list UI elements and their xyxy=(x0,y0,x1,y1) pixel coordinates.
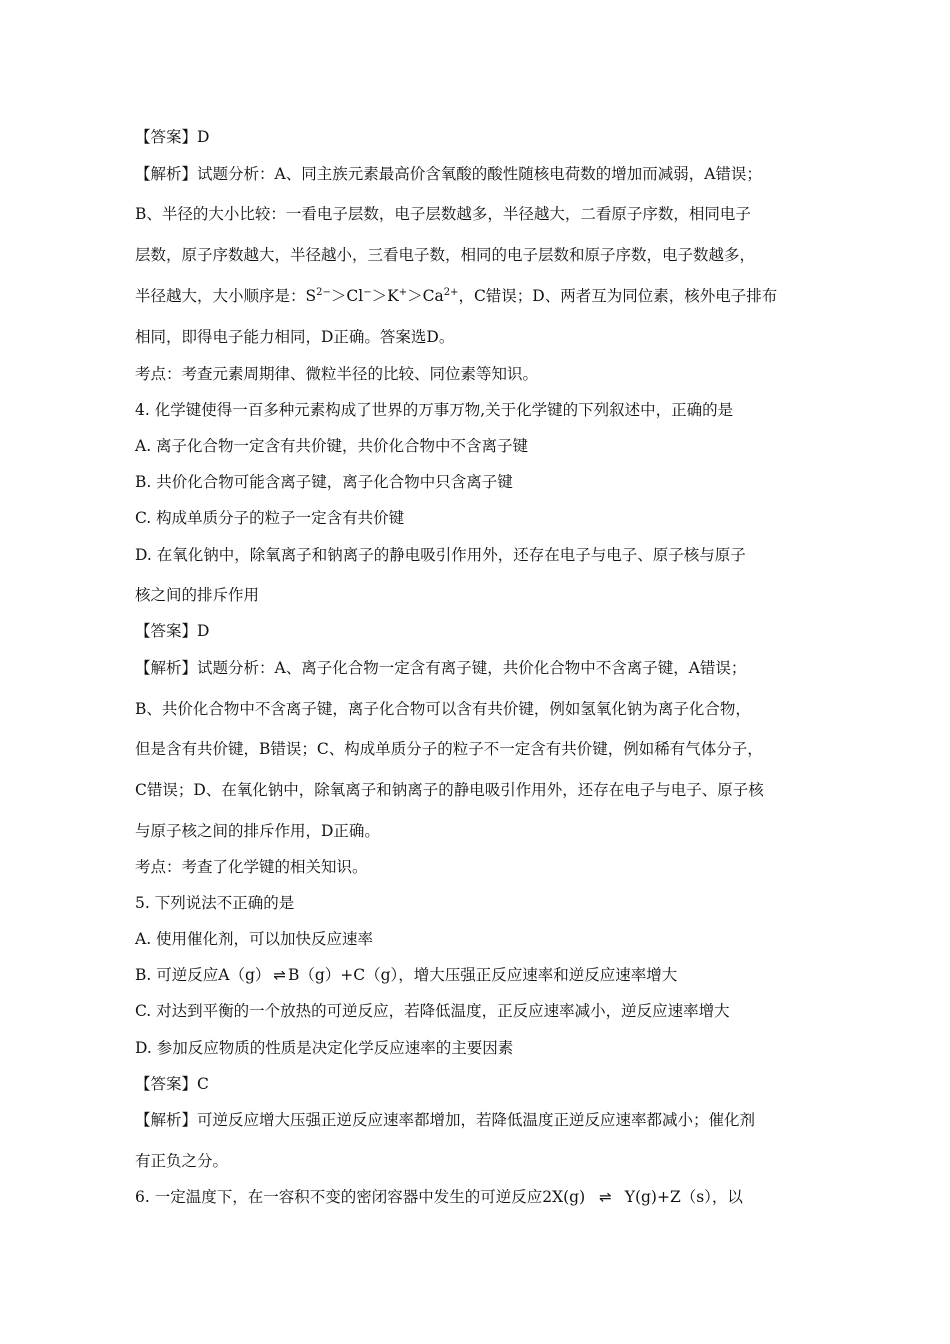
ion-charge-superscript: − xyxy=(363,287,372,298)
q6-stem xyxy=(135,1187,743,1207)
block1-analysis-line1: 【解析】试题分析：A、同主族元素最高价含氧酸的酸性随核电荷数的增加而减弱，A错误； xyxy=(135,165,762,183)
q4-answer: 【答案】D xyxy=(135,622,210,640)
q4-kaodian: 考点：考查了化学键的相关知识。 xyxy=(135,858,368,876)
q5-option-c: C. 对达到平衡的一个放热的可逆反应，若降低温度，正反应速率减小，逆反应速率增大 xyxy=(135,1002,730,1020)
q5-answer: 【答案】C xyxy=(135,1075,209,1093)
text-segment: 6. 一定温度下，在一容积不变的密闭容器中发生的可逆反应2X(g) xyxy=(135,1188,586,1206)
q5-analysis-line2: 有正负之分。 xyxy=(135,1152,229,1170)
q4-analysis-line1: 【解析】试题分析：A、离子化合物一定含有离子键，共价化合物中不含离子键，A错误； xyxy=(135,659,747,677)
q5-option-b xyxy=(135,965,677,985)
q5-option-d: D. 参加反应物质的性质是决定化学反应速率的主要因素 xyxy=(135,1039,514,1057)
ion-charge-superscript: 2+ xyxy=(443,287,459,298)
text-segment: Y(g)+Z（s），以 xyxy=(624,1188,743,1206)
q4-option-b: B. 共价化合物可能含离子键，离子化合物中只含离子键 xyxy=(135,473,513,491)
q4-option-c: C. 构成单质分子的粒子一定含有共价键 xyxy=(135,509,405,527)
text-segment: ＞Cl xyxy=(330,287,364,305)
text-segment: B. 可逆反应A（g） xyxy=(135,966,271,984)
q4-analysis-line4: C错误；D、在氧化钠中，除氧离子和钠离子的静电吸引作用外，还存在电子与电子、原子核 xyxy=(135,781,764,799)
text-segment: ＞K xyxy=(371,287,399,305)
block1-analysis-line4 xyxy=(135,286,777,306)
text-segment: ＞Ca xyxy=(407,287,444,305)
q4-stem: 4. 化学键使得一百多种元素构成了世界的万事万物,关于化学键的下列叙述中，正确的是 xyxy=(135,401,734,419)
equilibrium-arrow-icon: ⇌ xyxy=(599,1188,611,1206)
text-segment: 半径越大，大小顺序是：S xyxy=(135,287,317,305)
block1-analysis-line3: 层数，原子序数越大，半径越小，三看电子数，相同的电子层数和原子序数，电子数越多， xyxy=(135,246,756,264)
q4-analysis-line3: 但是含有共价键，B错误；C、构成单质分子的粒子不一定含有共价键，例如稀有气体分子， xyxy=(135,740,763,758)
q5-option-a: A. 使用催化剂，可以加快反应速率 xyxy=(135,930,374,948)
equilibrium-arrow-icon: ⇌ xyxy=(273,966,285,984)
text-segment: B（g）+C（g），增大压强正反应速率和逆反应速率增大 xyxy=(287,966,678,984)
text-segment: ，C错误；D、两者互为同位素，核外电子排布 xyxy=(458,287,778,305)
q4-option-a: A. 离子化合物一定含有共价键，共价化合物中不含离子键 xyxy=(135,437,529,455)
q4-analysis-line2: B、共价化合物中不含离子键，离子化合物可以含有共价键，例如氢氧化钠为离子化合物， xyxy=(135,700,751,718)
q4-option-d-line2: 核之间的排斥作用 xyxy=(135,586,260,604)
q4-option-d-line1: D. 在氧化钠中，除氧离子和钠离子的静电吸引作用外，还存在电子与电子、原子核与原子 xyxy=(135,546,746,564)
ion-charge-superscript: + xyxy=(398,287,408,298)
block1-analysis-line5: 相同，即得电子能力相同，D正确。答案选D。 xyxy=(135,328,455,346)
block1-analysis-line2: B、半径的大小比较：一看电子层数，电子层数越多，半径越大，二看原子序数，相同电子 xyxy=(135,205,751,223)
q4-analysis-line5: 与原子核之间的排斥作用，D正确。 xyxy=(135,822,380,840)
block1-kaodian: 考点：考查元素周期律、微粒半径的比较、同位素等知识。 xyxy=(135,365,539,383)
q5-analysis-line1: 【解析】可逆反应增大压强正逆反应速率都增加，若降低温度正逆反应速率都减小；催化剂 xyxy=(135,1111,756,1129)
block1-answer: 【答案】D xyxy=(135,128,210,146)
q5-stem: 5. 下列说法不正确的是 xyxy=(135,894,295,912)
ion-charge-superscript: 2− xyxy=(316,287,331,298)
